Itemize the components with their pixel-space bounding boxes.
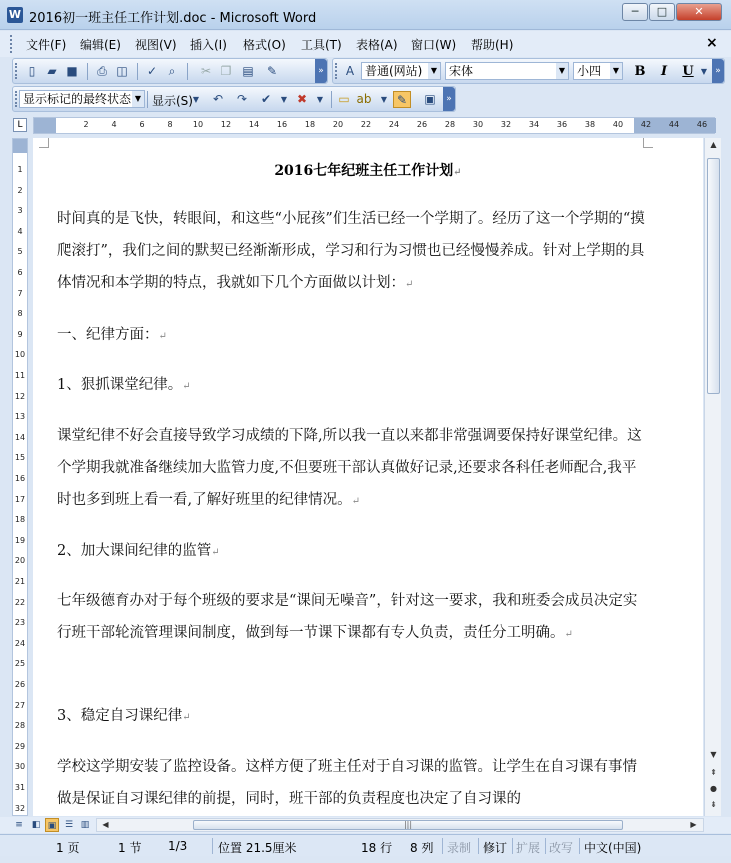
ruler-number: 28 xyxy=(14,721,26,731)
vertical-scrollbar[interactable] xyxy=(704,138,721,816)
ruler-number: 44 xyxy=(668,120,680,129)
standard-toolbar xyxy=(12,58,328,84)
extend-selection-indicator[interactable]: 扩展 xyxy=(516,841,541,855)
menu-file[interactable]: 文件(F) xyxy=(26,38,67,52)
underline-button[interactable]: U xyxy=(682,64,694,79)
status-line: 18 行 xyxy=(361,841,393,855)
chevron-down-icon[interactable]: ▼ xyxy=(428,63,440,79)
ruler-number: 22 xyxy=(360,120,372,129)
window-title: 2016初一班主任工作计划.doc - Microsoft Word xyxy=(29,11,317,26)
horizontal-scrollbar[interactable] xyxy=(96,818,704,832)
reviewing-pane-icon[interactable]: ▣ xyxy=(424,92,436,106)
ruler-number: 6 xyxy=(17,268,23,277)
scroll-up-icon[interactable]: ▲ xyxy=(710,140,717,149)
ruler-number: 2 xyxy=(17,185,23,195)
ruler-number: 36 xyxy=(556,120,568,129)
next-page-icon[interactable]: ⇟ xyxy=(710,800,717,809)
style-combo[interactable] xyxy=(361,62,441,80)
ruler-number: 31 xyxy=(14,783,26,792)
status-page-of: 1/3 xyxy=(168,839,188,853)
ruler-number: 13 xyxy=(14,412,26,422)
ruler-number: 6 xyxy=(139,120,145,129)
scroll-right-icon[interactable]: ▶ xyxy=(690,820,697,829)
ruler-number: 10 xyxy=(14,350,26,360)
ruler-number: 14 xyxy=(248,120,260,129)
menu-window[interactable]: 窗口(W) xyxy=(411,38,457,52)
normal-view-icon[interactable]: ≡ xyxy=(15,820,23,830)
paragraph xyxy=(57,420,647,518)
spelling-icon[interactable]: ✓ xyxy=(146,64,158,78)
ruler-number: 27 xyxy=(14,700,26,710)
paragraph-mark: ↵ xyxy=(564,629,573,640)
browse-object-icon[interactable]: ● xyxy=(710,784,717,793)
document-page[interactable] xyxy=(33,138,703,816)
ruler-number: 5 xyxy=(17,247,23,257)
font-combo[interactable] xyxy=(445,62,569,80)
ruler-number: 38 xyxy=(584,120,596,129)
ruler-area xyxy=(0,114,731,136)
ruler-number: 14 xyxy=(14,432,26,442)
top-margin xyxy=(13,139,27,153)
styles-pane-icon[interactable]: A xyxy=(345,64,355,78)
ruler-number: 32 xyxy=(500,120,512,129)
status-separator xyxy=(478,838,479,854)
toolbar-options-icon[interactable]: » xyxy=(315,59,327,83)
ruler-number: 24 xyxy=(14,638,26,648)
paste-icon[interactable]: ▤ xyxy=(242,64,254,78)
ruler-number: 25 xyxy=(14,659,26,669)
menu-bar xyxy=(0,31,731,57)
status-separator xyxy=(212,838,213,854)
status-separator xyxy=(579,838,580,854)
menu-format[interactable]: 格式(O) xyxy=(243,38,286,52)
accept-change-icon[interactable]: ✔ xyxy=(260,92,272,106)
status-separator xyxy=(545,838,546,854)
menu-table[interactable]: 表格(A) xyxy=(356,38,398,52)
ruler-number: 18 xyxy=(304,120,316,129)
paragraph-mark: ↵ xyxy=(211,547,220,558)
reject-change-icon[interactable]: ✖ xyxy=(296,92,308,106)
track-changes-indicator[interactable]: 修订 xyxy=(483,841,508,855)
ruler-number: 10 xyxy=(192,120,204,129)
maximize-button[interactable]: □ xyxy=(649,3,675,21)
ruler-number: 3 xyxy=(17,206,23,216)
outline-view-icon[interactable]: ☰ xyxy=(64,820,74,830)
title-bar xyxy=(0,0,731,30)
font-value: 宋体 xyxy=(449,64,474,78)
ruler-number: 26 xyxy=(14,680,26,689)
title-text: 2016七年纪班主任工作计划 xyxy=(274,163,454,179)
paragraph xyxy=(57,751,647,815)
subheading xyxy=(57,535,647,569)
paragraph xyxy=(57,203,647,301)
ruler-number: 26 xyxy=(416,120,428,129)
ruler-number: 12 xyxy=(220,120,232,129)
new-document-icon[interactable]: ▯ xyxy=(28,64,36,78)
ruler-number: 18 xyxy=(14,515,26,525)
paragraph-text: 2、加大课间纪律的监管 xyxy=(57,543,212,559)
scroll-left-icon[interactable]: ◀ xyxy=(102,820,109,829)
menu-tools[interactable]: 工具(T) xyxy=(301,38,342,52)
paragraph-mark: ↵ xyxy=(182,712,191,723)
paragraph xyxy=(57,585,647,651)
ruler-number: 16 xyxy=(276,120,288,129)
ruler-number: 8 xyxy=(167,120,173,129)
status-position: 位置 21.5厘米 xyxy=(218,841,297,855)
paragraph-text: 一、纪律方面： xyxy=(57,327,159,343)
paragraph-text: 课堂纪律不好会直接导致学习成绩的下降,所以我一直以来都非常强调要保持好课堂纪律。这个学期我就准备继续加大监管力度,不但要班干部认真做好记录,还要求各科任老师配合,我平时也多到班上看一看,了解好班里的纪律情况。 xyxy=(57,428,642,508)
document-close-icon[interactable]: × xyxy=(706,35,718,51)
left-margin xyxy=(34,118,56,133)
language-indicator[interactable]: 中文(中国) xyxy=(584,841,642,855)
ruler-number: 11 xyxy=(14,371,26,380)
ruler-number: 46 xyxy=(696,120,708,129)
horizontal-scroll-thumb[interactable]: ||| xyxy=(193,820,623,830)
font-size-value: 小四 xyxy=(577,64,602,78)
vertical-scroll-thumb[interactable] xyxy=(707,158,720,394)
chevron-down-icon[interactable]: ▼ xyxy=(556,63,568,79)
paragraph-text: 七年级德育办对于每个班级的要求是“课间无噪音”，针对这一要求，我和班委会成员决定实行班干部轮流管理课间制度，做到每一节课下课都有专人负责，责任分工明确。 xyxy=(57,593,638,641)
ruler-number: 1 xyxy=(17,165,23,174)
next-change-icon[interactable]: ↷ xyxy=(236,92,248,106)
paragraph-mark: ↵ xyxy=(182,381,191,392)
track-changes-icon[interactable]: ✎ xyxy=(393,91,411,108)
paragraph-text: 3、稳定自习课纪律 xyxy=(57,708,183,724)
paragraph-text: 时间真的是飞快，转眼间，和这些“小屁孩”们生活已经一个学期了。经历了这一个学期的“摸爬滚打”，我们之间的默契已经渐渐形成，学习和行为习惯也已经慢慢养成。针对上学期的具体情况和本学期的特点，我就如下几个方面做以计划： xyxy=(57,211,645,291)
print-layout-icon[interactable]: ▣ xyxy=(45,818,59,832)
paragraph-text: 学校这学期安装了监控设备。这样方便了班主任对于自习课的监管。让学生在自习课有事情做是保证自习课纪律的前提，同时，班干部的负责程度也决定了自习课的 xyxy=(57,759,637,807)
bold-button[interactable]: B xyxy=(634,64,646,79)
status-section: 1 节 xyxy=(118,841,142,855)
ruler-number: 8 xyxy=(17,309,23,319)
ruler-number: 30 xyxy=(472,120,484,129)
scroll-down-icon[interactable]: ▼ xyxy=(710,750,717,759)
overtype-indicator[interactable]: 改写 xyxy=(549,841,574,855)
chevron-down-icon[interactable]: ▼ xyxy=(132,91,144,107)
research-icon[interactable]: ⌕ xyxy=(168,64,176,78)
paragraph-mark: ↵ xyxy=(158,331,167,342)
italic-button[interactable]: I xyxy=(660,64,668,79)
copy-icon[interactable]: ❐ xyxy=(220,64,232,78)
ruler-number: 23 xyxy=(14,618,26,628)
ruler-number: 20 xyxy=(332,120,344,129)
toolbar-grip-handle[interactable] xyxy=(15,91,18,107)
ruler-number: 22 xyxy=(14,597,26,607)
ruler-number: 12 xyxy=(14,391,26,401)
ruler-number: 9 xyxy=(17,329,23,339)
markup-display-value: 显示标记的最终状态 xyxy=(23,92,132,106)
toolbar-separator xyxy=(147,91,148,108)
reading-layout-icon[interactable]: ▥ xyxy=(80,820,90,830)
ruler-number: 7 xyxy=(17,288,23,298)
ruler-number: 29 xyxy=(14,741,26,751)
chevron-down-icon[interactable]: ▼ xyxy=(192,95,200,104)
formatting-toolbar xyxy=(332,58,725,84)
status-page: 1 页 xyxy=(56,841,80,855)
show-menu-button[interactable]: 显示(S) xyxy=(152,94,193,108)
paragraph-text: 1、狠抓课堂纪律。 xyxy=(57,377,183,393)
ruler-number: 17 xyxy=(14,494,26,504)
chevron-down-icon[interactable]: ▼ xyxy=(316,95,324,104)
status-column: 8 列 xyxy=(410,841,434,855)
paragraph-mark: ↵ xyxy=(351,496,360,507)
vertical-ruler[interactable] xyxy=(12,138,28,816)
crop-mark xyxy=(643,138,653,148)
chevron-down-icon[interactable]: ▼ xyxy=(280,95,288,104)
status-separator xyxy=(442,838,443,854)
toolbar-separator xyxy=(87,63,88,80)
previous-change-icon[interactable]: ↶ xyxy=(212,92,224,106)
document-title xyxy=(33,160,703,180)
menu-insert[interactable]: 插入(I) xyxy=(190,38,227,52)
ruler-number: 21 xyxy=(14,577,26,586)
print-preview-icon[interactable]: ◫ xyxy=(116,64,128,78)
menu-help[interactable]: 帮助(H) xyxy=(471,38,514,52)
chevron-down-icon[interactable]: ▼ xyxy=(380,95,388,104)
ruler-number: 32 xyxy=(14,803,26,813)
ruler-number: 40 xyxy=(612,120,624,129)
ruler-number: 20 xyxy=(14,556,26,566)
toolbar-options-icon[interactable]: » xyxy=(443,87,455,111)
open-folder-icon[interactable]: ▰ xyxy=(47,64,57,78)
font-size-combo[interactable] xyxy=(573,62,623,80)
crop-mark xyxy=(39,138,49,148)
paragraph-mark: ↵ xyxy=(405,279,414,290)
heading-discipline xyxy=(57,319,647,353)
style-value: 普通(网站) xyxy=(365,64,423,78)
insert-comment-icon[interactable]: ▭ xyxy=(338,92,350,106)
word-app-icon[interactable]: W xyxy=(8,8,22,21)
ruler-number: 24 xyxy=(388,120,400,129)
toolbar-separator xyxy=(137,63,138,80)
toolbar-options-icon[interactable]: » xyxy=(712,59,724,83)
ruler-number: 16 xyxy=(14,474,26,483)
reviewing-toolbar xyxy=(12,86,456,112)
toolbar-separator xyxy=(331,91,332,108)
tab-selector[interactable]: L xyxy=(13,118,27,132)
print-icon[interactable]: ⎙ xyxy=(97,64,107,78)
status-separator xyxy=(512,838,513,854)
chevron-down-icon[interactable]: ▼ xyxy=(610,63,622,79)
ruler-number: 42 xyxy=(640,120,652,129)
markup-display-combo[interactable] xyxy=(19,90,145,108)
ruler-number: 34 xyxy=(528,120,540,129)
horizontal-ruler[interactable] xyxy=(33,117,715,134)
menu-edit[interactable]: 编辑(E) xyxy=(80,38,121,52)
close-button[interactable]: ✕ xyxy=(676,3,722,21)
ruler-number: 4 xyxy=(111,120,117,129)
previous-page-icon[interactable]: ⇞ xyxy=(710,768,717,777)
ruler-number: 4 xyxy=(17,226,23,236)
ruler-number: 30 xyxy=(14,762,26,772)
menu-view[interactable]: 视图(V) xyxy=(135,38,177,52)
highlight-icon[interactable]: ab xyxy=(356,92,372,106)
paragraph-mark: ↵ xyxy=(453,167,462,178)
toolbar-grip-handle[interactable] xyxy=(335,63,338,79)
ruler-number: 28 xyxy=(444,120,456,129)
record-macro-indicator[interactable]: 录制 xyxy=(447,841,472,855)
underline-dropdown-icon[interactable]: ▼ xyxy=(700,67,708,76)
cut-icon[interactable]: ✂ xyxy=(200,64,212,78)
subheading xyxy=(57,700,647,734)
format-painter-icon[interactable]: ✎ xyxy=(266,64,278,78)
view-and-scroll-bar xyxy=(0,817,731,833)
save-icon[interactable]: ■ xyxy=(66,64,78,78)
subheading xyxy=(57,369,647,403)
ruler-number: 2 xyxy=(83,120,89,129)
status-bar xyxy=(0,834,731,856)
menu-grip-handle[interactable] xyxy=(10,35,13,53)
toolbar-grip-handle[interactable] xyxy=(15,63,18,79)
web-layout-icon[interactable]: ◧ xyxy=(31,820,41,830)
minimize-button[interactable]: ─ xyxy=(622,3,648,21)
ruler-number: 19 xyxy=(14,535,26,545)
ruler-number: 15 xyxy=(14,453,26,463)
toolbar-separator xyxy=(187,63,188,80)
